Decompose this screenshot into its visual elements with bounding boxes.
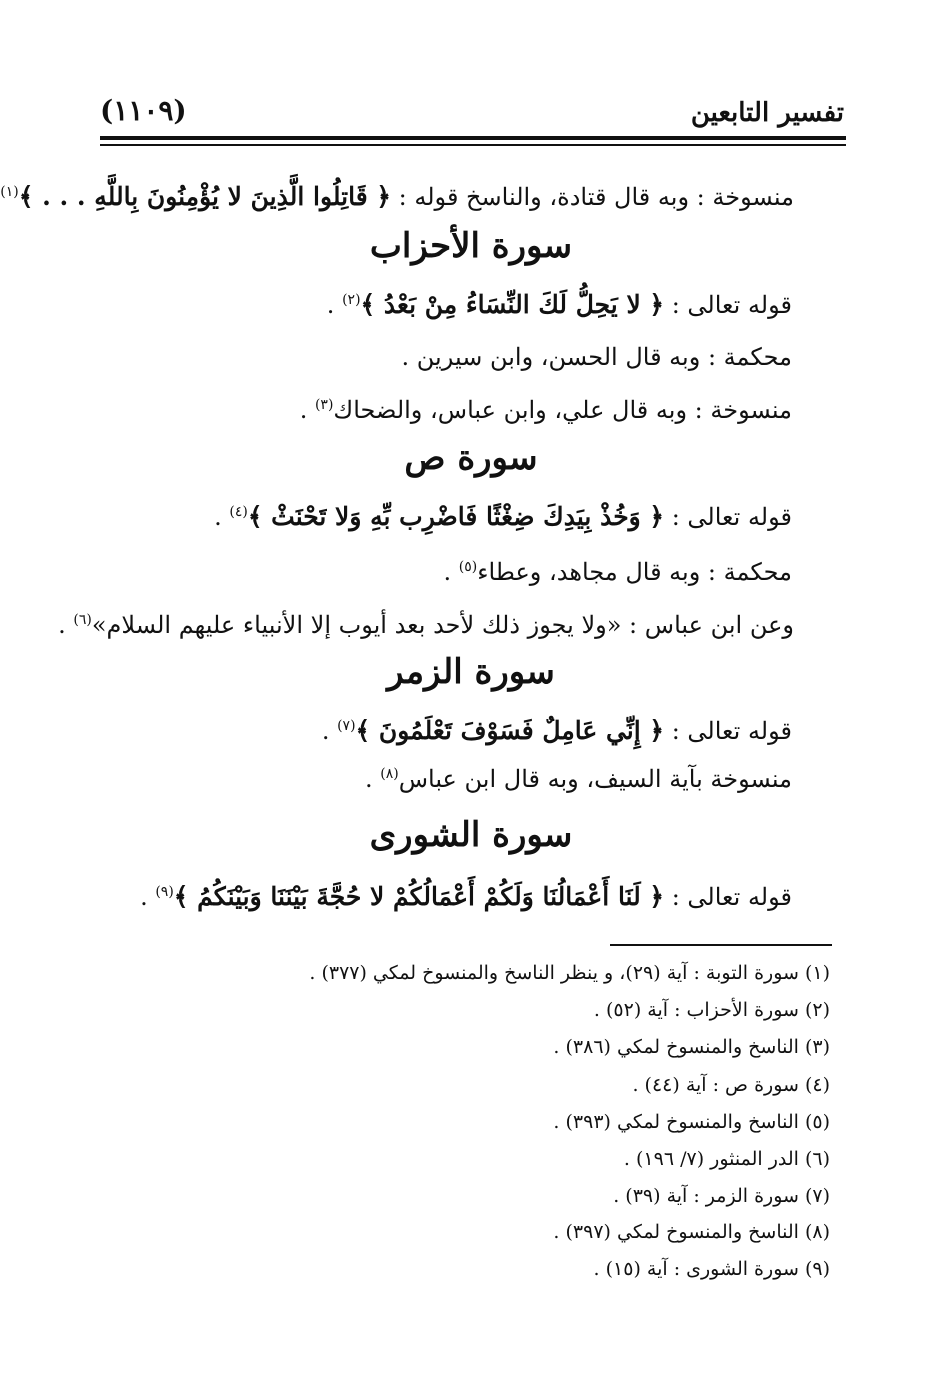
body-line-6: محكمة : وبه قال مجاهد، وعطاء$^{(٥)}$ . <box>443 558 792 586</box>
quran-verse: ﴿ لَنَا أَعْمَالُنَا وَلَكُمْ أَعْمَالُكُمْ لا حُجَّةَ بَيْنَنَا وَبَيْنَكُمُ ﴾ <box>173 882 665 911</box>
line-text: قوله تعالى : <box>664 291 792 319</box>
footnote-5: (٥)الناسخ والمنسوخ لمكي (٣٩٣) . <box>553 1111 830 1133</box>
body-line-8: قوله تعالى : ﴿ إِنِّي عَامِلٌ فَسَوْفَ تَعْلَمُونَ ﴾$^{(٧)}$ . <box>321 716 792 745</box>
body-line-4: منسوخة : وبه قال علي، وابن عباس، والضحاك$^{(٣)}$ . <box>299 396 792 424</box>
surah-heading-sad: سورة ص <box>404 438 538 478</box>
footnote-ref-4: (٤) <box>229 504 248 520</box>
line-text: قوله تعالى : <box>664 717 792 745</box>
line-text: محكمة : وبه قال مجاهد، وعطاء <box>477 558 792 586</box>
surah-heading-zumar: سورة الزمر <box>387 652 555 692</box>
footnote-ref-9: (٩) <box>155 884 174 900</box>
footnote-8: (٨)الناسخ والمنسوخ لمكي (٣٩٧) . <box>553 1221 830 1243</box>
line-text: قوله تعالى : <box>664 503 792 531</box>
footnote-ref-6: (٦) <box>73 612 92 628</box>
body-line-1 <box>0 180 794 214</box>
body-line-3 <box>402 340 792 374</box>
quran-verse: ﴿ وَخُذْ بِيَدِكَ ضِغْثًا فَاضْرِب بِّهِ وَلا تَحْنَثْ ﴾ <box>247 502 665 531</box>
footnote-ref-3: (٣) <box>314 397 334 413</box>
footnote-7: (٧)سورة الزمر : آية (٣٩) . <box>613 1185 830 1207</box>
footnote-3: (٣)الناسخ والمنسوخ لمكي (٣٨٦) . <box>553 1036 830 1058</box>
body-line-7: وعن ابن عباس : «ولا يجوز ذلك لأحد بعد أيوب إلا الأنبياء عليهم السلام»$^{(٦)}$ . <box>58 611 794 639</box>
footnote-ref-5: (٥) <box>458 559 478 575</box>
body-line-5: قوله تعالى : ﴿ وَخُذْ بِيَدِكَ ضِغْثًا فَاضْرِب بِّهِ وَلا تَحْنَثْ ﴾$^{(٤)}$ . <box>214 502 792 531</box>
surah-heading-shura: سورة الشورى <box>369 815 573 855</box>
footnote-4: (٤)سورة ص : آية (٤٤) . <box>632 1074 830 1096</box>
footnote-ref-2: (٢) <box>342 292 361 308</box>
line-text: منسوخة : وبه قال قتادة، والناسخ قوله : <box>391 183 794 211</box>
quran-verse: ﴿ لا يَحِلُّ لَكَ النِّسَاءُ مِنْ بَعْدُ ﴾ <box>360 290 665 319</box>
body-line-9: منسوخة بآية السيف، وبه قال ابن عباس$^{(٨)}$ . <box>364 765 792 793</box>
quran-verse: ﴿ إِنِّي عَامِلٌ فَسَوْفَ تَعْلَمُونَ ﴾ <box>355 716 665 745</box>
body-line-2: قوله تعالى : ﴿ لا يَحِلُّ لَكَ النِّسَاءُ مِنْ بَعْدُ ﴾$^{(٢)}$ . <box>326 290 792 319</box>
book-title: تفسير التابعين <box>690 98 844 128</box>
line-text: منسوخة بآية السيف، وبه قال ابن عباس <box>398 765 792 793</box>
header-rule <box>100 136 846 140</box>
line-text: قوله تعالى : <box>664 883 792 911</box>
footnote-separator <box>610 944 832 946</box>
footnote-1: (١)سورة التوبة : آية (٢٩)، و ينظر الناسخ والمنسوخ لمكي (٣٧٧) . <box>309 962 830 984</box>
line-text: محكمة : وبه قال الحسن، وابن سيرين . <box>401 343 792 371</box>
footnote-ref-7: (٧) <box>337 718 356 734</box>
page-number: (١١٠٩) <box>100 94 187 127</box>
footnote-6: (٦)الدر المنثور (٧/ ١٩٦) . <box>623 1148 830 1170</box>
running-header <box>100 90 844 130</box>
footnote-2: (٢)سورة الأحزاب : آية (٥٢) . <box>593 999 830 1021</box>
footnote-9: (٩)سورة الشورى : آية (١٥) . <box>593 1258 830 1280</box>
header-rule-thin <box>100 144 846 146</box>
body-line-10: قوله تعالى : ﴿ لَنَا أَعْمَالُنَا وَلَكُمْ أَعْمَالُكُمْ لا حُجَّةَ بَيْنَنَا وَبَيْنَكُمُ ﴾$^{(٩)}$ . <box>140 882 792 911</box>
footnote-ref-8: (٨) <box>380 766 399 782</box>
footnote-ref-1: (١) <box>0 184 19 200</box>
line-text: منسوخة : وبه قال علي، وابن عباس، والضحاك <box>333 396 792 424</box>
surah-heading-ahzab: سورة الأحزاب <box>369 226 573 266</box>
quran-verse: ﴿ قَاتِلُوا الَّذِينَ لا يُؤْمِنُونَ بِاللَّهِ . . . ﴾ <box>18 182 392 211</box>
line-text: وعن ابن عباس : «ولا يجوز ذلك لأحد بعد أيوب إلا الأنبياء عليهم السلام» <box>91 611 794 639</box>
